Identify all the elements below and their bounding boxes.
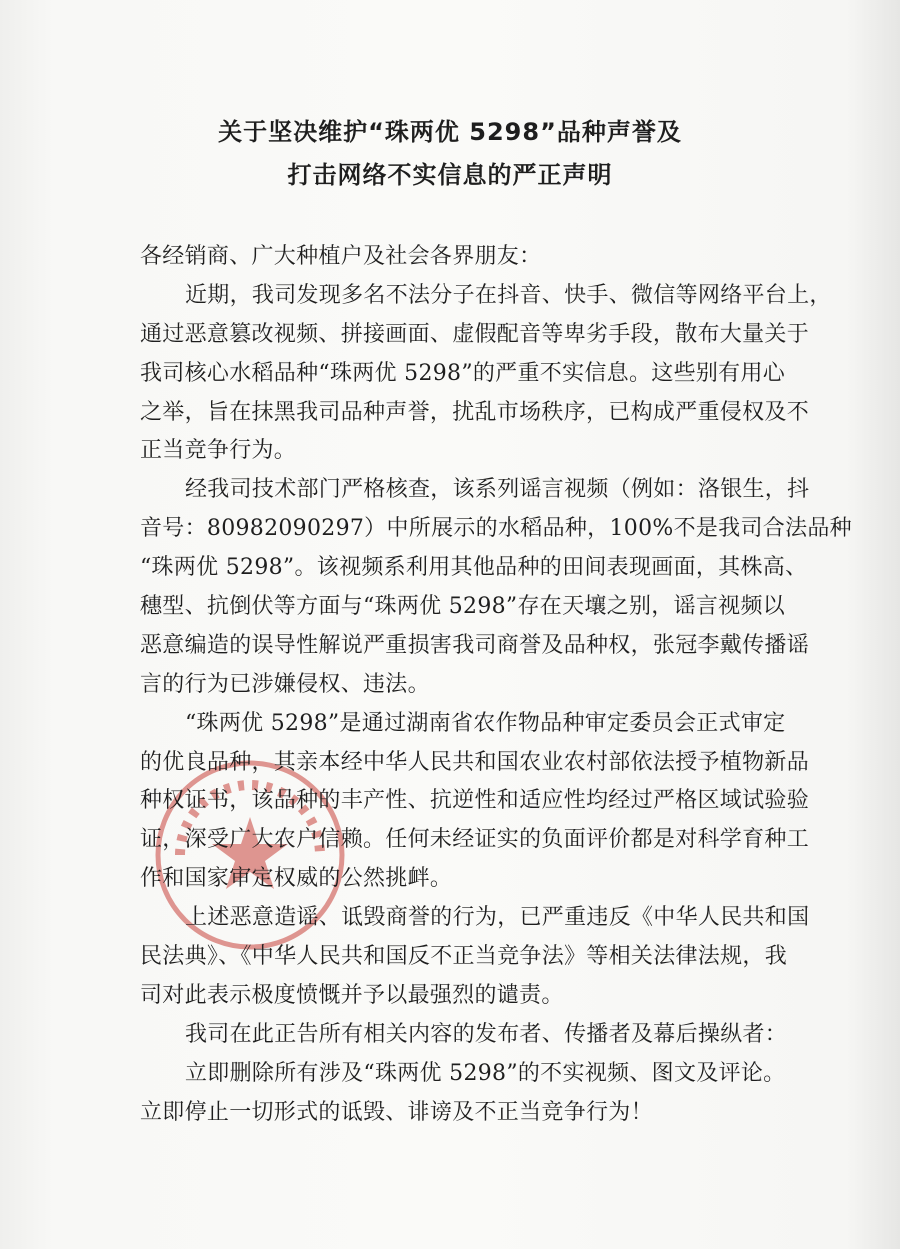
- paragraph-line: 各经销商、广大种植户及社会各界朋友：: [140, 244, 542, 269]
- paragraph-line: 民法典》、《中华人民共和国反不正当竞争法》等相关法律法规，我: [140, 944, 788, 970]
- paragraph-line: 穗型、抗倒伏等方面与“珠两优 5298”存在天壤之别，谣言视频以: [140, 594, 786, 620]
- document-body: [140, 238, 852, 1132]
- paragraph-line: 恶意编造的误导性解说严重损害我司商誉及品种权，张冠李戴传播谣: [140, 632, 810, 658]
- paragraph-line: 上述恶意造谣、诋毁商誉的行为，已严重违反《中华人民共和国: [185, 905, 810, 931]
- paragraph-line: 经我司技术部门严格核查，该系列谣言视频（例如：洛银生，抖: [185, 477, 810, 503]
- paragraph-line: 言的行为已涉嫌侵权、违法。: [140, 671, 430, 697]
- paragraph-line: 音号：80982090297）中所展示的水稻品种，100%不是我司合法品种: [140, 516, 852, 542]
- paragraph-line: 立即删除所有涉及“珠两优 5298”的不实视频、图文及评论。: [185, 1060, 786, 1086]
- paragraph-line: 我司核心水稻品种“珠两优 5298”的严重不实信息。这些别有用心: [140, 360, 786, 386]
- paragraph-line: 司对此表示极度愤慨并予以最强烈的谴责。: [140, 982, 564, 1008]
- paragraph-line: 立即停止一切形式的诋毁、诽谤及不正当竞争行为！: [140, 1099, 653, 1125]
- paragraph-line: 近期，我司发现多名不法分子在抖音、快手、微信等网络平台上，: [185, 282, 832, 308]
- paragraph-line: 种权证书，该品种的丰产性、抗逆性和适应性均经过严格区域试验验: [140, 788, 810, 814]
- paragraph-line: 我司在此正告所有相关内容的发布者、传播者及幕后操纵者：: [185, 1021, 788, 1047]
- paragraph-line: 正当竞争行为。: [140, 438, 297, 464]
- paragraph-line: 之举，旨在抹黑我司品种声誉，扰乱市场秩序，已构成严重侵权及不: [140, 399, 810, 425]
- paragraph-line: 通过恶意篡改视频、拼接画面、虚假配音等卑劣手段，散布大量关于: [140, 321, 810, 347]
- document-title-line-1: 关于坚决维护“珠两优 5298”品种声誉及: [218, 118, 682, 146]
- document-title-line-2: 打击网络不实信息的严正声明: [287, 161, 613, 189]
- paragraph-line: “珠两优 5298”是通过湖南省农作物品种审定委员会正式审定: [185, 710, 786, 736]
- paragraph-line: 作和国家审定权威的公然挑衅。: [140, 866, 453, 892]
- paragraph-line: 的优良品种，其亲本经中华人民共和国农业农村部依法授予植物新品: [140, 749, 810, 775]
- paragraph-line: “珠两优 5298”。该视频系利用其他品种的田间表现画面，其株高、: [140, 555, 808, 581]
- paragraph-line: 证，深受广大农户信赖。任何未经证实的负面评价都是对科学育种工: [140, 827, 810, 853]
